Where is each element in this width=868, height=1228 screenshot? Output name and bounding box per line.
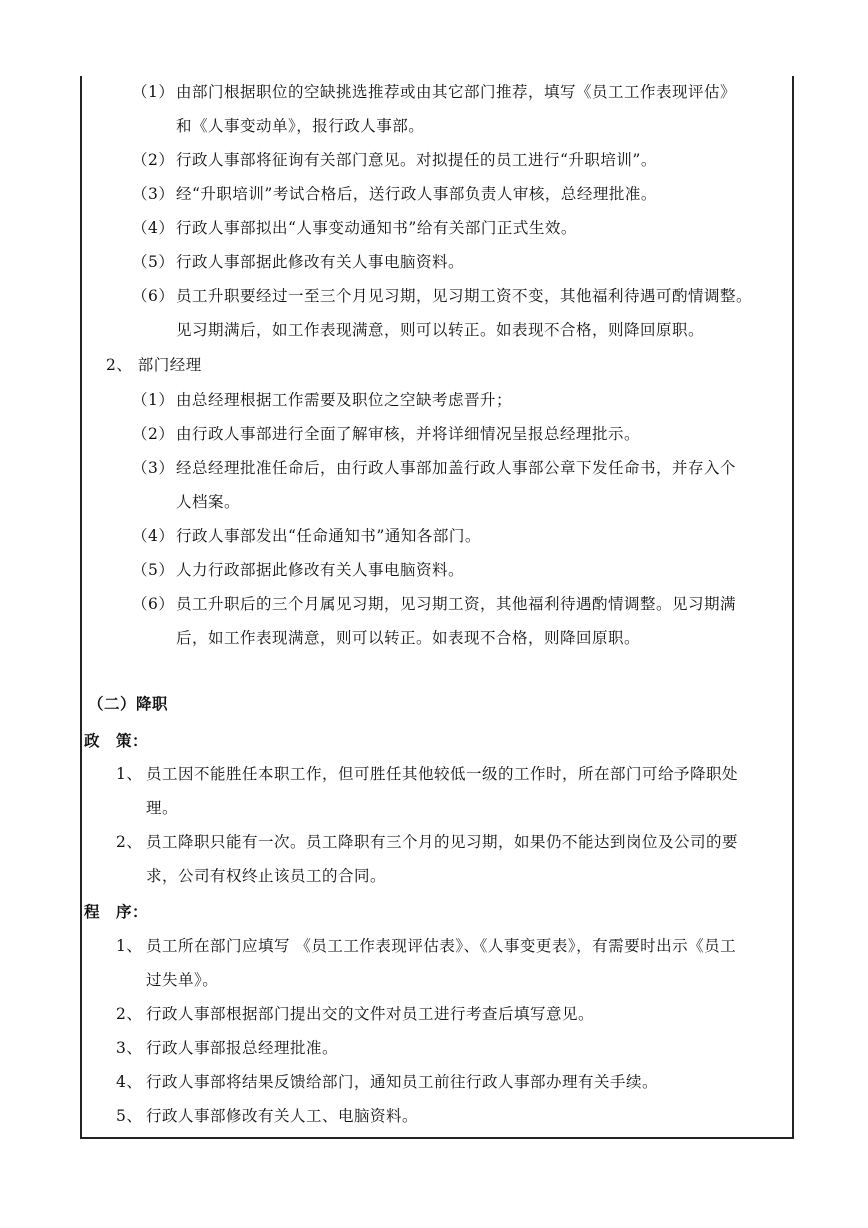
- promotion-staff-item-number: （5）: [132, 253, 175, 271]
- promotion-staff-item-text: 经“升职培训”考试合格后，送行政人事部负责人审核，总经理批准。: [176, 185, 657, 203]
- promotion-staff-item-text: 和《人事变动单》，报行政人事部。: [176, 117, 425, 135]
- section-heading-dept-manager: 2、 部门经理: [106, 356, 202, 374]
- promotion-staff-item-text: 员工升职要经过一至三个月见习期，见习期工资不变，其他福利待遇可酌情调整。: [176, 287, 753, 305]
- promotion-manager-item-text: 后，如工作表现满意，则可以转正。如表现不合格，则降回原职。: [176, 629, 641, 647]
- promotion-manager-item-text: 经总经理批准任命后，由行政人事部加盖行政人事部公章下发任命书，并存入个: [176, 459, 737, 477]
- promotion-manager-item-number: （3）: [132, 459, 175, 477]
- promotion-staff-item-number: （3）: [132, 185, 175, 203]
- promotion-manager-item-text: 人力行政部据此修改有关人事电脑资料。: [176, 561, 465, 579]
- procedure-item-number: 3、: [116, 1039, 143, 1057]
- promotion-staff-item-text: 行政人事部将征询有关部门意见。对拟提任的员工进行“升职培训”。: [176, 151, 657, 169]
- procedure-item-text: 行政人事部修改有关人工、电脑资料。: [146, 1107, 419, 1125]
- procedure-item-number: 2、: [116, 1005, 143, 1023]
- promotion-manager-item-text: 由总经理根据工作需要及职位之空缺考虑晋升；: [176, 391, 513, 409]
- policy-item-number: 1、: [116, 765, 143, 783]
- policy-item-text: 员工降职只能有一次。员工降职有三个月的见习期，如果仍不能达到岗位及公司的要: [146, 833, 739, 851]
- procedure-item-number: 5、: [116, 1107, 143, 1125]
- policy-label: 政 策：: [84, 731, 149, 750]
- promotion-manager-item-number: （6）: [132, 595, 175, 613]
- procedure-item-text: 行政人事部报总经理批准。: [146, 1039, 339, 1057]
- promotion-staff-item-text: 行政人事部拟出“人事变动通知书”给有关部门正式生效。: [176, 219, 577, 237]
- procedure-item-text: 员工所在部门应填写 《员工工作表现评估表》、《人事变更表》，有需要时出示《员工: [146, 937, 737, 955]
- procedure-item-text: 过失单》。: [146, 971, 219, 989]
- promotion-staff-item-number: （1）: [132, 83, 175, 101]
- promotion-manager-item-text: 员工升职后的三个月属见习期，见习期工资，其他福利待遇酌情调整。见习期满: [176, 595, 737, 613]
- promotion-manager-item-text: 行政人事部发出“任命通知书”通知各部门。: [176, 527, 481, 545]
- procedure-item-number: 4、: [116, 1073, 143, 1091]
- procedure-item-text: 行政人事部根据部门提出交的文件对员工进行考查后填写意见。: [146, 1005, 595, 1023]
- procedure-label: 程 序：: [84, 902, 149, 921]
- promotion-manager-item-text: 由行政人事部进行全面了解审核，并将详细情况呈报总经理批示。: [176, 425, 641, 443]
- promotion-staff-item-number: （6）: [132, 287, 175, 305]
- promotion-manager-item-text: 人档案。: [176, 493, 241, 511]
- section-title-demotion: （二）降职: [88, 694, 169, 713]
- promotion-manager-item-number: （1）: [132, 391, 175, 409]
- promotion-staff-item-number: （2）: [132, 151, 175, 169]
- promotion-staff-item-text: 见习期满后，如工作表现满意，则可以转正。如表现不合格，则降回原职。: [176, 321, 705, 339]
- policy-item-text: 求，公司有权终止该员工的合同。: [146, 867, 387, 885]
- promotion-staff-item-text: 由部门根据职位的空缺挑选推荐或由其它部门推荐，填写《员工工作表现评估》: [176, 83, 737, 101]
- promotion-manager-item-number: （2）: [132, 425, 175, 443]
- promotion-staff-item-number: （4）: [132, 219, 175, 237]
- promotion-manager-item-number: （5）: [132, 561, 175, 579]
- promotion-staff-item-text: 行政人事部据此修改有关人事电脑资料。: [176, 253, 465, 271]
- promotion-manager-item-number: （4）: [132, 527, 175, 545]
- procedure-item-number: 1、: [116, 937, 143, 955]
- policy-item-number: 2、: [116, 833, 143, 851]
- policy-item-text: 理。: [146, 799, 179, 817]
- procedure-item-text: 行政人事部将结果反馈给部门，通知员工前往行政人事部办理有关手续。: [146, 1073, 659, 1091]
- policy-item-text: 员工因不能胜任本职工作，但可胜任其他较低一级的工作时，所在部门可给予降职处: [146, 765, 739, 783]
